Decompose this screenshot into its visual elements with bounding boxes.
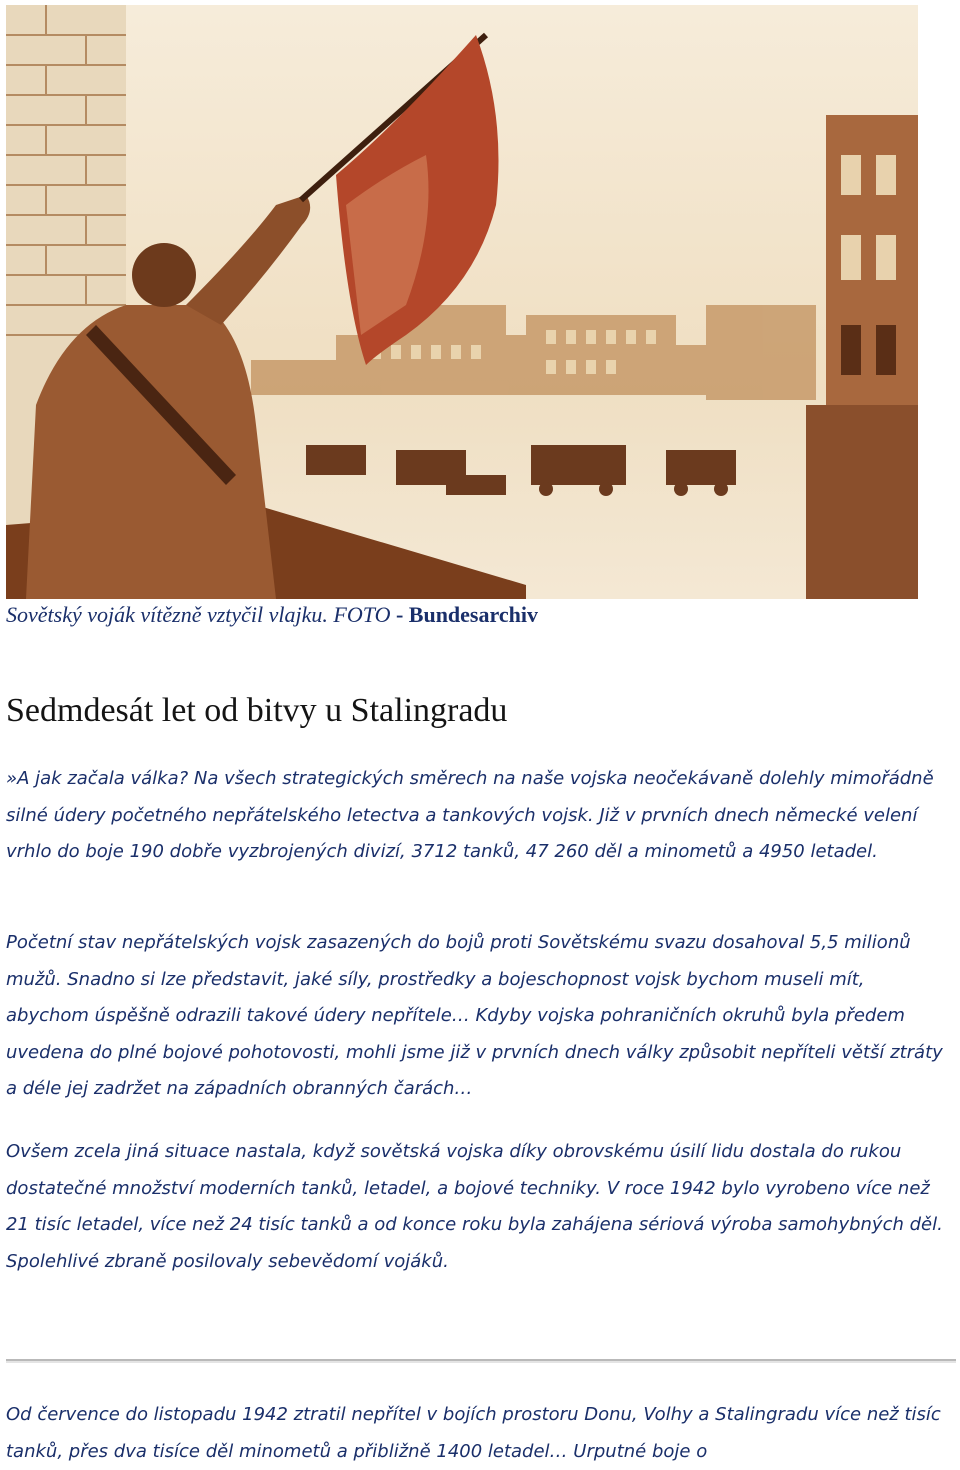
horizontal-divider <box>6 1359 956 1363</box>
caption-separator: - <box>390 602 409 627</box>
article-paragraph-2: Početní stav nepřátelských vojsk zasazených do bojů proti Sovětskému svazu dosahoval 5,5 milionů mužů. Snadno si lze představit, jaké síly, prostředky a bojeschopnost vojsk bychom museli mít, abychom úspěšně odrazili takové údery nepřítele… Kdyby vojska pohraničních okruhů byla předem uvedena do plné bojové pohotovosti, mohli jsme již v prvních dnech války způsobit nepříteli větší ztráty a déle jej zadržet na západních obranných čarách… <box>6 932 943 1099</box>
article-paragraph-1: »A jak začala válka? Na všech strategických směrech na naše vojska neočekávaně dolehly mimořádně silné údery početného nepřátelského letectva a tankových vojsk. Již v prvních dnech německé velení vrhlo do boje 190 dobře vyzbrojených divizí, 3712 tanků, 47 260 děl a minometů a 4950 letadel. <box>6 768 934 862</box>
caption-source: Bundesarchiv <box>408 602 538 627</box>
caption-text: Sovětský voják vítězně vztyčil vlajku. FOTO <box>6 602 391 627</box>
article-headline: Sedmdesát let od bitvy u Stalingradu <box>6 692 508 729</box>
photo-caption <box>6 601 538 629</box>
article-paragraph-3: Ovšem zcela jiná situace nastala, když sovětská vojska díky obrovskému úsilí lidu dostala do rukou dostatečné množství moderních tanků, letadel, a bojové techniky. V roce 1942 bylo vyrobeno více než 21 tisíc letadel, více než 24 tisíc tanků a od konce roku byla zahájena sériová výroba samohybných děl. Spolehlivé zbraně posilovaly sebevědomí vojáků. <box>6 1141 943 1272</box>
historical-photo <box>6 5 918 599</box>
photo-illustration <box>6 5 918 599</box>
article-paragraph-4: Od července do listopadu 1942 ztratil nepřítel v bojích prostoru Donu, Volhy a Stalingradu více než tisíc tanků, přes dva tisíce děl minometů a přibližně 1400 letadel… Urputné boje o <box>6 1404 941 1462</box>
